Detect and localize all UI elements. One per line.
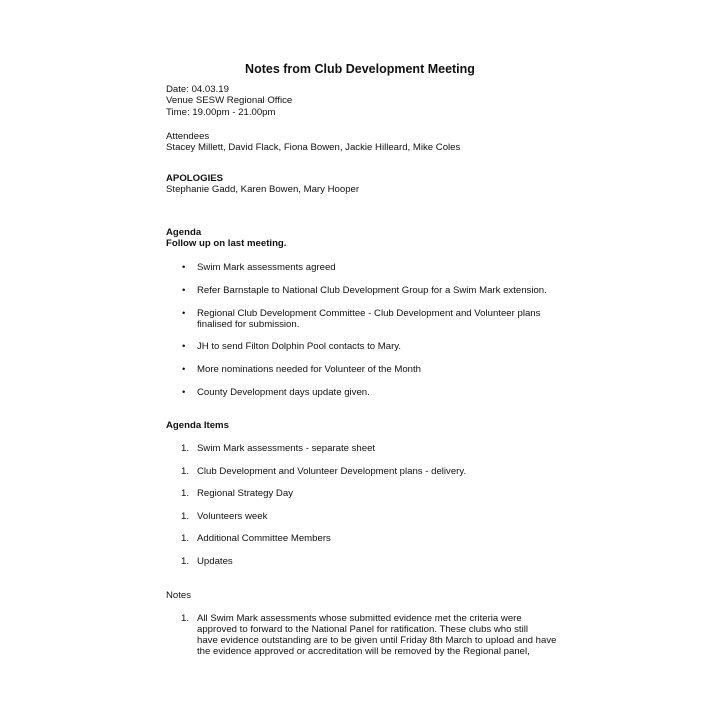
list-item-text: Refer Barnstaple to National Club Development Group for a Swim Mark extension.	[197, 285, 547, 296]
bullet-icon: •	[182, 341, 186, 352]
meeting-venue: Venue SESW Regional Office	[166, 95, 293, 107]
item-text: Swim Mark assessments - separate sheet	[197, 443, 376, 454]
page-title: Notes from Club Development Meeting	[245, 62, 475, 76]
attendees-heading: Attendees	[166, 131, 210, 142]
item-number: 1.	[181, 466, 190, 477]
item-number: 1.	[181, 533, 190, 544]
agenda-items-heading: Agenda Items	[166, 420, 229, 431]
item-number: 1.	[181, 488, 190, 499]
apologies-section	[166, 173, 359, 196]
meeting-time: Time: 19.00pm - 21.00pm	[166, 106, 276, 118]
list-item-text: County Development days update given.	[197, 387, 370, 398]
list-item-text: Regional Club Development Committee - Club Development and Volunteer plans	[197, 308, 541, 319]
attendees-names: Stacey Millett, David Flack, Fiona Bowen, Jackie Hilleard, Mike Coles	[166, 142, 461, 154]
attendees-section	[166, 131, 460, 154]
item-number: 1.	[181, 613, 190, 624]
item-number: 1.	[181, 443, 190, 454]
note-text: the evidence approved or accreditation will be removed by the Regional panel,	[197, 646, 530, 657]
list-item-text: JH to send Filton Dolphin Pool contacts to Mary.	[197, 341, 402, 352]
bullet-icon: •	[182, 387, 186, 398]
notes-heading: Notes	[166, 590, 192, 601]
bullet-icon: •	[182, 308, 186, 319]
agenda-section	[166, 227, 286, 250]
item-text: Additional Committee Members	[197, 533, 331, 544]
agenda-subheading: Follow up on last meeting.	[166, 238, 287, 250]
list-item-text: Swim Mark assessments agreed	[197, 262, 336, 273]
item-text: Volunteers week	[197, 511, 268, 522]
bullet-icon: •	[182, 364, 186, 375]
meeting-date: Date: 04.03.19	[166, 84, 229, 95]
bullet-icon: •	[182, 285, 186, 296]
note-text: All Swim Mark assessments whose submitted evidence met the criteria were	[197, 613, 522, 624]
agenda-heading: Agenda	[166, 227, 202, 238]
note-text: approved to forward to the National Panel for ratification. These clubs who still	[197, 624, 528, 635]
list-item-text: More nominations needed for Volunteer of the Month	[197, 364, 421, 375]
note-text: have evidence outstanding are to be given until Friday 8th March to upload and have	[197, 635, 557, 646]
item-text: Updates	[197, 556, 233, 567]
item-text: Club Development and Volunteer Development plans - delivery.	[197, 466, 467, 477]
item-number: 1.	[181, 511, 190, 522]
item-number: 1.	[181, 556, 190, 567]
bullet-icon: •	[182, 262, 186, 273]
apologies-names: Stephanie Gadd, Karen Bowen, Mary Hooper	[166, 184, 360, 196]
meeting-details	[166, 84, 292, 118]
list-item-text: finalised for submission.	[197, 319, 300, 330]
apologies-heading: APOLOGIES	[166, 173, 224, 184]
item-text: Regional Strategy Day	[197, 488, 293, 499]
